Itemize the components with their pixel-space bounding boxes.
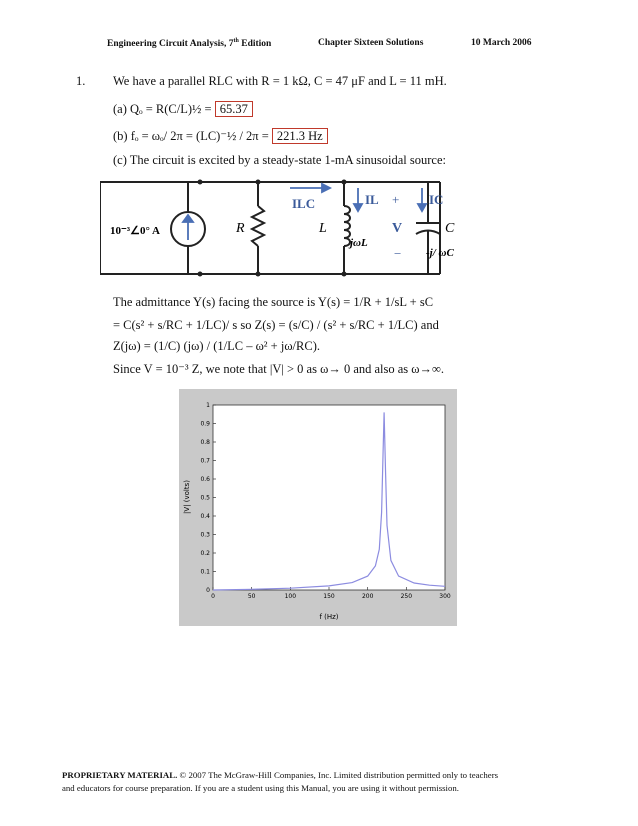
x-tick-label: 250	[400, 593, 413, 600]
v-label: V	[392, 221, 403, 236]
y-tick-label: 0.4	[200, 513, 210, 520]
ilc-label: ILC	[292, 196, 316, 211]
capacitor-label: C	[445, 221, 455, 236]
x-axis-label: f (Hz)	[319, 613, 339, 621]
v-plus: +	[392, 192, 400, 207]
derivation-line-1: The admittance Y(s) facing the source is Y(s) = 1/R + 1/sL + sC	[113, 295, 434, 309]
jwc-label: -j/ ωC	[426, 247, 454, 259]
footer	[62, 769, 498, 795]
y-tick-label: 0.3	[200, 531, 210, 539]
part-c: (c) The circuit is excited by a steady-state 1-mA sinusoidal source:	[113, 153, 447, 167]
y-tick-label: 0	[206, 587, 210, 594]
header-chapter: Chapter Sixteen Solutions	[318, 38, 424, 48]
derivation-line-2: = C(s² + s/RC + 1/LC)/ s so Z(s) = (s/C) / (s² + s/RC + 1/LC) and	[113, 318, 439, 332]
il-label: IL	[365, 192, 379, 207]
derivation-line-4: Since V = 10⁻³ Z, we note that |V| > 0 as ω→ 0 and also as ω→∞.	[113, 362, 445, 376]
chart-svg	[179, 389, 457, 626]
header-book-title: Engineering Circuit Analysis, 7th Edition	[107, 38, 272, 50]
derivation-line-3: Z(jω) = (1/C) (jω) / (1/LC – ω² + jω/RC).	[113, 339, 320, 353]
rlc-circuit-diagram	[100, 174, 480, 284]
part-b-text: (b) fₒ = ωₒ/ 2π = (LC)⁻½ / 2π =	[113, 129, 269, 143]
plot-area	[213, 405, 445, 590]
y-tick-label: 0.8	[200, 439, 210, 446]
x-tick-label: 150	[323, 593, 335, 600]
frequency-response-plot	[179, 389, 457, 626]
y-tick-label: 0.1	[200, 568, 210, 576]
footer-line-1: © 2007 The McGraw-Hill Companies, Inc. Limited distribution permitted only to teachers	[177, 770, 499, 780]
part-a-answer: 65.37	[215, 101, 253, 117]
problem-number: 1.	[76, 74, 86, 88]
problem-intro: We have a parallel RLC with R = 1 kΩ, C = 47 μF and L = 11 mH.	[113, 74, 447, 88]
y-tick-label: 0.6	[200, 476, 210, 483]
x-tick-label: 0	[211, 593, 215, 600]
v-minus: −	[394, 246, 402, 261]
y-tick-label: 1	[206, 402, 210, 409]
resistor-label: R	[236, 221, 245, 236]
y-tick-label: 0.7	[200, 457, 210, 465]
source-label: 10⁻³∠0° A	[110, 225, 160, 237]
jwl-label: jωL	[350, 237, 368, 249]
footer-line-2: and educators for course preparation. If you are a student using this Manual, you are using it without permission.	[62, 783, 459, 793]
x-tick-label: 50	[247, 593, 256, 600]
part-a	[113, 102, 253, 117]
x-tick-label: 300	[439, 593, 451, 600]
resistor-symbol	[252, 206, 264, 246]
header-date: 10 March 2006	[471, 38, 532, 48]
part-a-text: (a) Qₒ = R(C/L)½ =	[113, 102, 212, 116]
x-tick-label: 100	[284, 593, 297, 600]
footer-bold: PROPRIETARY MATERIAL.	[62, 770, 178, 780]
x-tick-label: 200	[361, 593, 374, 600]
y-tick-label: 0.9	[200, 420, 210, 428]
y-tick-label: 0.2	[200, 550, 210, 557]
inductor-label: L	[319, 221, 327, 236]
part-b-answer: 221.3 Hz	[272, 128, 328, 144]
y-axis-label: |V| (volts)	[183, 480, 191, 514]
ic-label: IC	[429, 192, 444, 207]
part-b	[113, 128, 328, 144]
y-tick-label: 0.5	[200, 494, 210, 502]
